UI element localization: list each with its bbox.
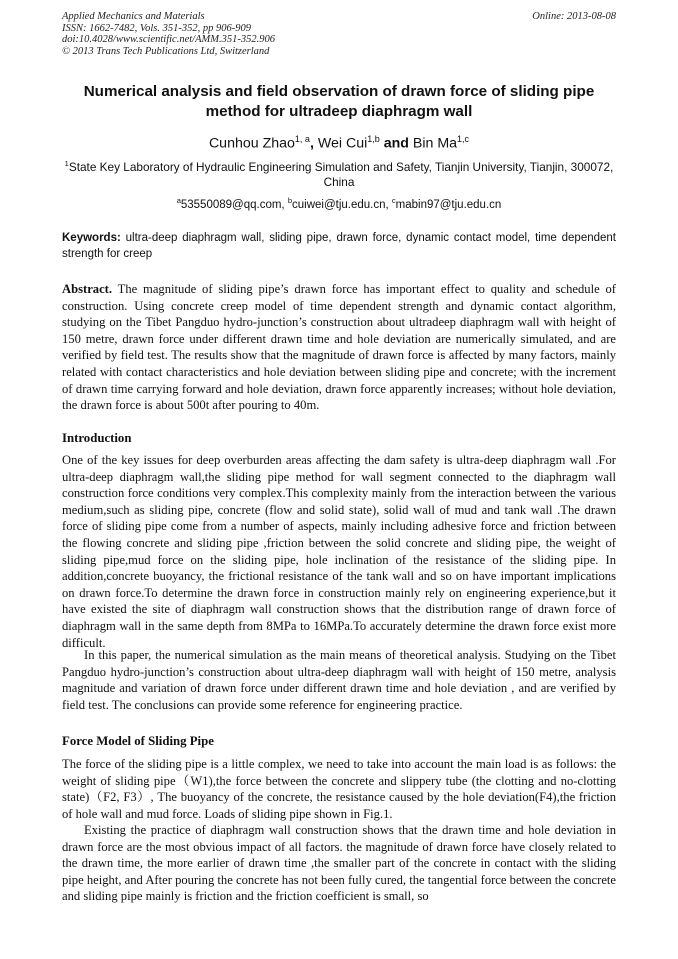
affiliation-text: State Key Laboratory of Hydraulic Engineering Simulation and Safety, Tianjin University, Tianjin, 300072, China bbox=[68, 159, 614, 189]
author-list bbox=[62, 130, 616, 153]
journal-name: Applied Mechanics and Materials bbox=[62, 11, 205, 22]
email-link[interactable]: mabin97@tju.edu.cn bbox=[395, 198, 502, 211]
author-affil-mark: 1, a bbox=[294, 134, 310, 144]
online-date: Online: 2013-08-08 bbox=[532, 11, 616, 22]
section-heading-introduction: Introduction bbox=[62, 431, 132, 445]
abstract-text: The magnitude of sliding pipe’s drawn force has important effect to quality and schedule of construction. Using concrete creep model of time dependent strength and dynamic contact algorithm, studying on the Tibet Pangduo hydro-junction’s construction about ultradeep diaphragm wall with height of 150 metre, drawn force under different drawn time and hole deviation are numerically simulated, and are verified by field test. The results show that the magnitude of drawn force is affected by many factors, mainly related with contact characteristics and hole deviation between sliding pipe and concrete; with the increment of drawn time carrying forward and hole deviation, drawn force apparently increases; without hole deviation, the drawn force is about 500t after pouring to 40m. bbox=[62, 282, 616, 413]
doi-line: doi:10.4028/www.scientific.net/AMM.351-352.906 bbox=[62, 34, 275, 46]
keywords-label: Keywords: bbox=[62, 232, 121, 244]
section-heading-force-model: Force Model of Sliding Pipe bbox=[62, 734, 214, 748]
author-name: Cunhou Zhao bbox=[208, 135, 295, 152]
email-mark: c bbox=[391, 196, 396, 205]
keywords bbox=[62, 231, 616, 262]
author-emails bbox=[62, 193, 616, 213]
keywords-text: ultra-deep diaphragm wall, sliding pipe, drawn force, dynamic contact model, time dependent strength for creep bbox=[62, 232, 616, 260]
copyright-line: © 2013 Trans Tech Publications Ltd, Switzerland bbox=[62, 45, 270, 57]
email-link[interactable]: 53550089@qq.com, bbox=[180, 198, 288, 211]
email-mark: b bbox=[287, 196, 292, 205]
affiliation bbox=[62, 156, 616, 190]
email-link[interactable]: cuiwei@tju.edu.cn, bbox=[292, 198, 392, 211]
email-mark: a bbox=[176, 196, 181, 205]
paragraph: Existing the practice of diaphragm wall construction shows that the drawn time and hole deviation in drawn force are the most obvious impact of all factors. the magnitude of drawn force have closely related to the drawn time, the more earlier of drawn time ,the smaller part of the concrete in contact with the sliding pipe height, and After pouring the concrete has not been fully cured, the tangential force between the concrete and sliding pipe mainly is friction and the friction coefficient is small, so bbox=[62, 823, 616, 904]
author-name: Bin Ma bbox=[412, 135, 458, 152]
abstract bbox=[62, 281, 616, 414]
journal-header bbox=[62, 11, 616, 57]
affiliation-mark: 1 bbox=[64, 159, 69, 168]
paper-title: Numerical analysis and field observation of drawn force of sliding pipe method for ultradeep diaphragm wall bbox=[83, 83, 595, 120]
author-separator: , bbox=[309, 135, 318, 152]
author-separator: and bbox=[379, 135, 413, 152]
paragraph: One of the key issues for deep overburden areas affecting the dam safety is ultra-deep diaphragm wall .For ultra-deep diaphragm wall,the sliding pipe method for wall segment connected to the diaphragm wall construction force conditions very complex.This complexity mainly from the interaction between the various medium,such as sliding pipe, concrete (flow and solid state), solid wall of mud and tank wall .The drawn force of sliding pipe come from a number of aspects, mainly including adhesive force and friction between the flowing concrete and sliding pipe ,friction between the solid concrete and sliding pipe, the weight of sliding pipe,mud force on the sliding pipe, hole inclination of the resistance of the sliding pipe. In addition,concrete buoyancy, the frictional resistance of the tank wall and so on have important implications on drawn force.To determine the drawn force in construction mainly rely on engineering experience,but it have existed the site of diaphragm wall construction shows that the distribution range of drawn force of diaphragm wall in the same depth from 8MPa to 16MPa.To accurately determine the drawn force exist more difficult. bbox=[62, 453, 616, 650]
abstract-label: Abstract. bbox=[62, 282, 113, 296]
author-affil-mark: 1,b bbox=[367, 134, 380, 144]
author-name: Wei Cui bbox=[317, 135, 368, 152]
paragraph: In this paper, the numerical simulation as the main means of theoretical analysis. Studying on the Tibet Pangduo hydro-junction’s construction about ultra-deep diaphragm wall with height of 150 metre, analysis magnitude and variation of drawn force under different drawn time and hole deviation , and are verified by field test. The conclusions can provide some reference for engineering practice. bbox=[62, 648, 616, 712]
author-affil-mark: 1,c bbox=[457, 134, 470, 144]
paragraph: The force of the sliding pipe is a little complex, we need to take into account the main load is as follows: the weight of sliding pipe（W1),the force between the concrete and slippery tube (the clotting and no-clotting state)（F2, F3）, The buoyancy of the concrete, the resistance caused by the hole deviation(F4),the friction of hole wall and mud force. Loads of sliding pipe shown in Fig.1. bbox=[62, 757, 616, 821]
issn-line: ISSN: 1662-7482, Vols. 351-352, pp 906-909 bbox=[62, 22, 251, 34]
